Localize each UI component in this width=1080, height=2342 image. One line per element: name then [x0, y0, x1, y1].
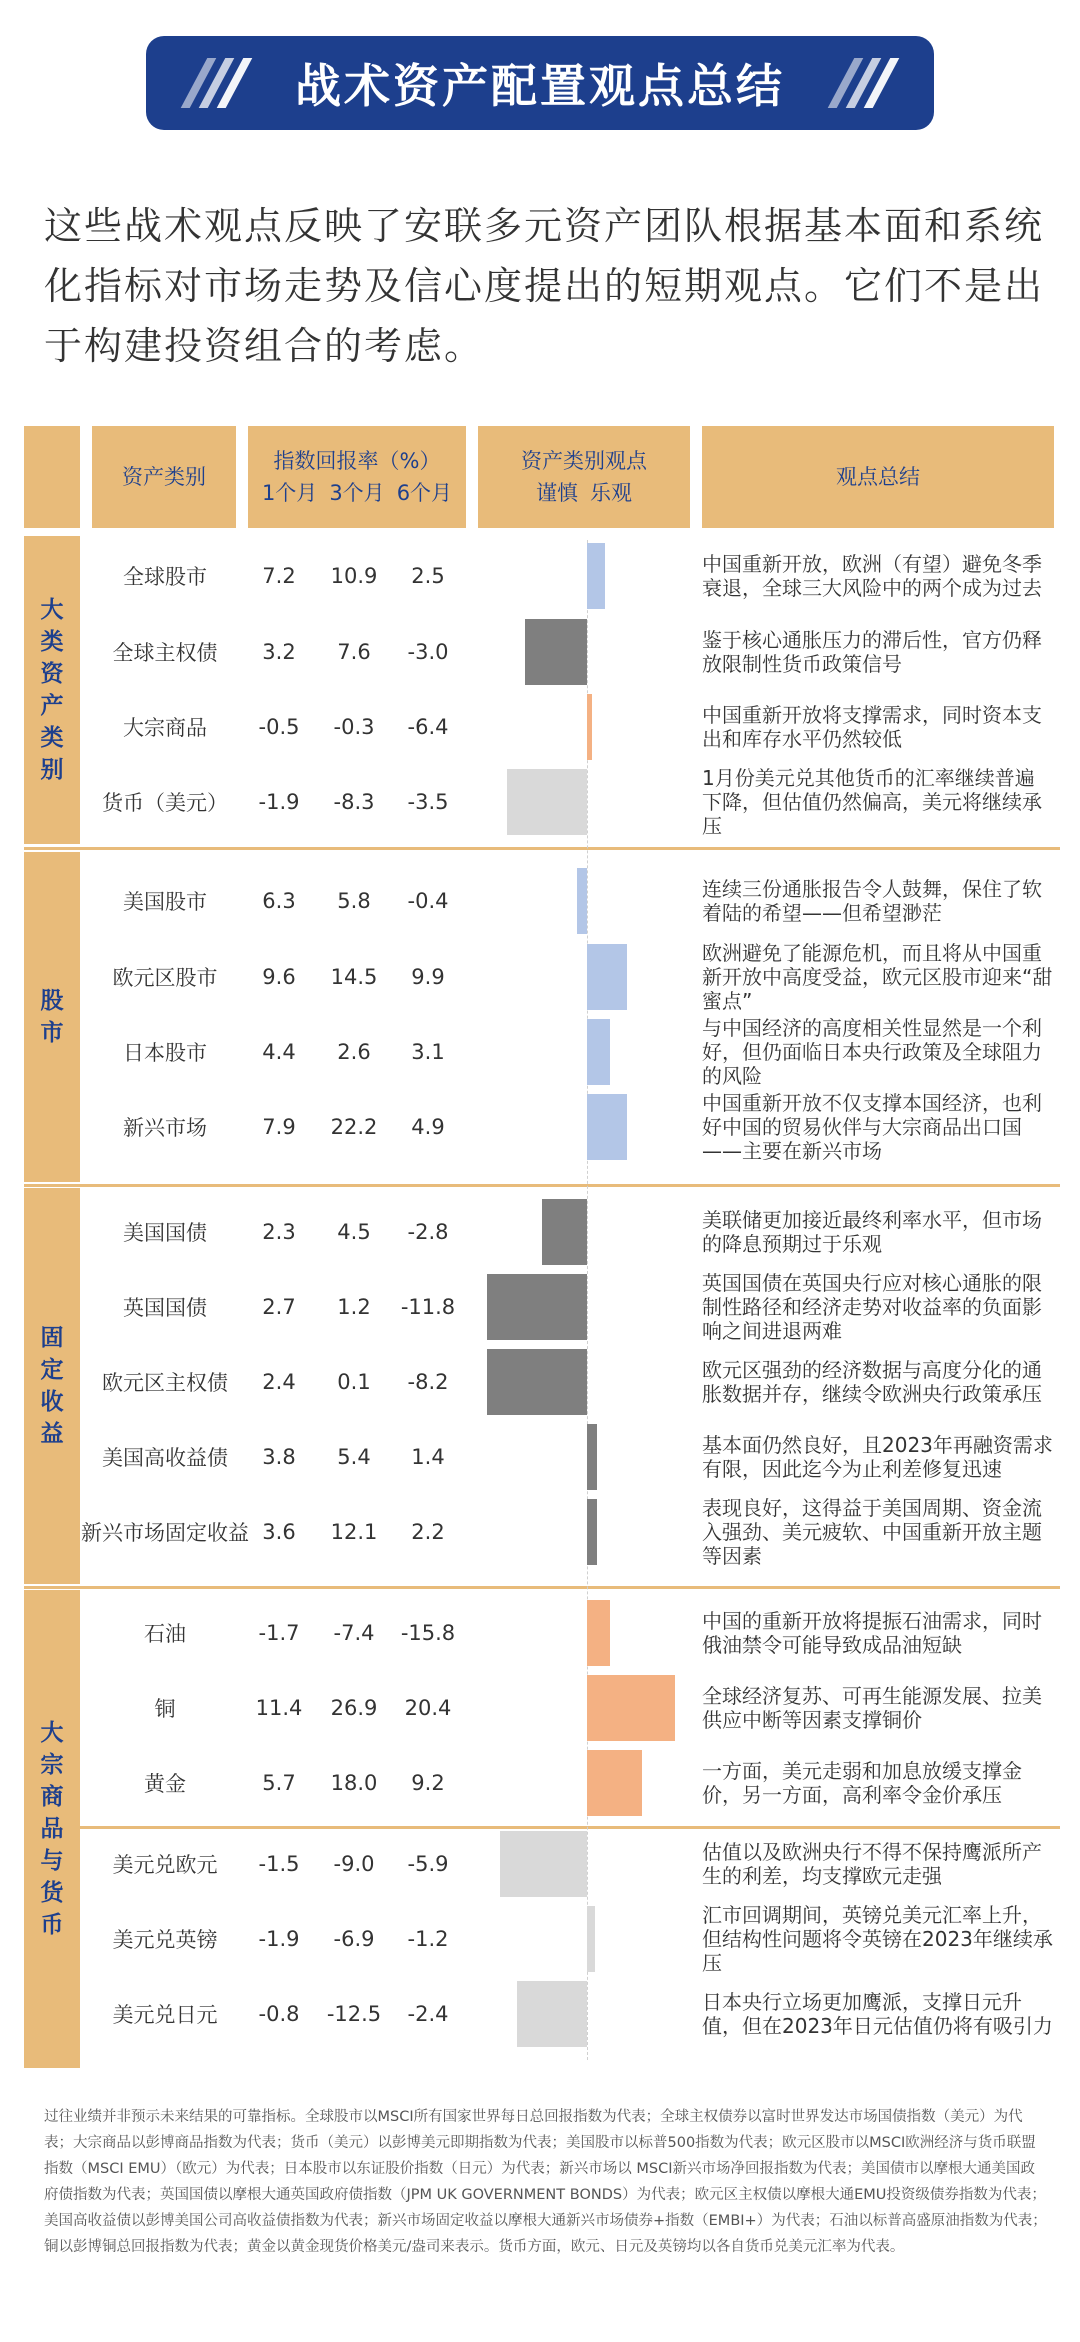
group-label-major-assets	[24, 536, 80, 844]
asset-name: 黄金	[144, 1772, 186, 1796]
asset-name: 日本股市	[123, 1041, 207, 1065]
return-1m: -1.9	[258, 790, 300, 814]
group-separator	[24, 1586, 1060, 1589]
header-3m: 3个月	[329, 481, 385, 505]
view-summary: 中国重新开放，欧洲（有望）避免冬季衰退，全球三大风险中的两个成为过去	[702, 552, 1042, 600]
view-summary: 鉴于核心通胀压力的滞后性，官方仍释放限制性货币政策信号	[702, 628, 1042, 676]
return-3m: 26.9	[330, 1696, 378, 1720]
view-summary: 基本面仍然良好，且2023年再融资需求有限，因此迄今为止利差修复迅速	[702, 1433, 1053, 1481]
group-label-text: 大 宗 商 品 与 货 币	[40, 1720, 64, 1938]
view-summary: 估值以及欧洲央行不得不保持鹰派所产生的利差，均支撑欧元走强	[702, 1840, 1042, 1888]
view-bar	[587, 1019, 610, 1085]
return-6m: 2.2	[411, 1520, 445, 1544]
return-3m: 10.9	[330, 564, 378, 588]
view-bar	[500, 1831, 588, 1897]
return-3m: -8.3	[333, 790, 375, 814]
asset-name: 新兴市场	[123, 1116, 207, 1140]
return-3m: 7.6	[337, 640, 371, 664]
asset-name: 美元兑英镑	[112, 1928, 218, 1952]
header-cautious: 谨慎	[536, 481, 578, 505]
view-bar	[487, 1274, 587, 1340]
asset-name: 美元兑欧元	[112, 1853, 218, 1877]
page-title: 战术资产配置观点总结	[295, 59, 785, 113]
return-3m: 0.1	[337, 1370, 371, 1394]
group-separator	[24, 1184, 1060, 1187]
header-spacer	[24, 426, 80, 528]
return-6m: -1.2	[407, 1927, 449, 1951]
group-label-text: 大 类 资 产 类 别	[40, 597, 64, 783]
view-summary: 与中国经济的高度相关性显然是一个利好，但仍面临日本央行政策及全球阻力的风险	[702, 1016, 1042, 1088]
return-1m: 7.9	[262, 1115, 296, 1139]
group-label-commodities-fx	[24, 1590, 80, 2068]
return-3m: -0.3	[333, 715, 375, 739]
view-bar	[542, 1199, 587, 1265]
view-bar	[587, 1675, 675, 1741]
asset-name: 全球股市	[123, 565, 207, 589]
view-summary: 中国重新开放不仅支撑本国经济，也利好中国的贸易伙伴与大宗商品出口国——主要在新兴市场	[702, 1091, 1042, 1163]
return-1m: 2.7	[262, 1295, 296, 1319]
asset-name: 美国高收益债	[102, 1446, 228, 1470]
return-3m: 18.0	[330, 1771, 378, 1795]
view-bar	[587, 944, 627, 1010]
intro-paragraph: 这些战术观点反映了安联多元资产团队根据基本面和系统化指标对市场走势及信心度提出的短期观点。它们不是出于构建投资组合的考虑。	[44, 204, 1045, 368]
view-bar	[487, 1349, 587, 1415]
header-summary	[702, 426, 1054, 528]
return-1m: -0.5	[258, 715, 300, 739]
return-6m: -11.8	[400, 1295, 456, 1319]
return-3m: 1.2	[337, 1295, 371, 1319]
asset-name: 美元兑日元	[112, 2003, 218, 2027]
header-view-title: 资产类别观点	[521, 449, 647, 473]
return-1m: -0.8	[258, 2002, 300, 2026]
asset-name: 石油	[144, 1622, 186, 1646]
return-6m: 2.5	[411, 564, 445, 588]
return-1m: 3.8	[262, 1445, 296, 1469]
header-6m: 6个月	[396, 481, 453, 505]
return-1m: 6.3	[262, 889, 296, 913]
return-6m: -2.8	[407, 1220, 449, 1244]
group-label-fixed-income	[24, 1188, 80, 1584]
view-bar	[517, 1981, 587, 2047]
slashes-decoration-left-icon	[194, 58, 239, 108]
return-3m: 12.1	[330, 1520, 378, 1544]
return-1m: 5.7	[262, 1771, 296, 1795]
view-summary: 1月份美元兑其他货币的汇率继续普遍下降，但估值仍然偏高，美元将继续承压	[702, 766, 1042, 838]
return-1m: 2.3	[262, 1220, 296, 1244]
group-label-text: 固 定 收 益	[40, 1325, 64, 1447]
return-1m: -1.7	[258, 1621, 300, 1645]
asset-name: 美国国债	[123, 1221, 207, 1245]
view-bar	[587, 543, 605, 609]
view-bar	[507, 769, 587, 835]
return-6m: -3.0	[407, 640, 449, 664]
return-6m: 9.9	[411, 965, 445, 989]
group-label-equities	[24, 852, 80, 1182]
asset-name: 美国股市	[123, 890, 207, 914]
view-bar	[525, 619, 588, 685]
asset-name: 欧元区主权债	[102, 1371, 228, 1395]
return-3m: 5.4	[337, 1445, 371, 1469]
header-asset-class	[92, 426, 236, 528]
return-3m: -9.0	[333, 1852, 375, 1876]
return-6m: -15.8	[400, 1621, 456, 1645]
asset-name: 欧元区股市	[112, 966, 218, 990]
return-6m: -6.4	[407, 715, 449, 739]
header-asset-class-label: 资产类别	[122, 465, 206, 489]
return-1m: 9.6	[262, 965, 296, 989]
view-summary: 中国重新开放将支撑需求，同时资本支出和库存水平仍然较低	[702, 703, 1042, 751]
header-optimistic: 乐观	[590, 481, 632, 505]
return-6m: 20.4	[404, 1696, 452, 1720]
title-banner	[146, 36, 934, 130]
view-summary: 连续三份通胀报告令人鼓舞，保住了软着陆的希望——但希望渺茫	[702, 877, 1042, 925]
return-6m: -0.4	[407, 889, 449, 913]
return-3m: -6.9	[333, 1927, 375, 1951]
group-label-text: 股 市	[40, 988, 64, 1046]
view-summary: 英国国债在英国央行应对核心通胀的限制性路径和经济走势对收益率的负面影响之间进退两难	[702, 1271, 1042, 1343]
group-separator	[24, 847, 1060, 850]
return-6m: 3.1	[411, 1040, 445, 1064]
view-bar	[587, 1424, 597, 1490]
view-summary: 欧元区强劲的经济数据与高度分化的通胀数据并存，继续令欧洲央行政策承压	[702, 1358, 1042, 1406]
return-1m: 7.2	[262, 564, 296, 588]
return-1m: 2.4	[262, 1370, 296, 1394]
view-summary: 欧洲避免了能源危机，而且将从中国重新开放中高度受益，欧元区股市迎来“甜蜜点”	[702, 941, 1053, 1013]
return-3m: -12.5	[326, 2002, 382, 2026]
view-bar	[587, 694, 592, 760]
return-6m: -3.5	[407, 790, 449, 814]
slashes-decoration-right-icon	[841, 58, 886, 108]
view-bar	[587, 1750, 642, 1816]
view-summary: 美联储更加接近最终利率水平，但市场的降息预期过于乐观	[702, 1208, 1042, 1256]
asset-name: 全球主权债	[112, 641, 218, 665]
view-summary: 汇市回调期间，英镑兑美元汇率上升，但结构性问题将令英镑在2023年继续承压	[702, 1903, 1053, 1975]
view-bar	[587, 1094, 627, 1160]
asset-name: 新兴市场固定收益	[81, 1521, 249, 1545]
footnote: 过往业绩并非预示未来结果的可靠指标。全球股市以MSCI所有国家世界每日总回报指数为代表；全球主权债券以富时世界发达市场国债指数（美元）为代表；大宗商品以彭博商品指数为代表；货币（美元）以彭博美元即期指数为代表；美国股市以标普500指数为代表；欧元区股市以MSCI欧洲经济与货币联盟指数（MSCI EMU）（欧元）为代表；日本股市以东证股价指数（日元）为代表；新兴市场以 MSCI新兴市场净回报指数为代表；美国债市以摩根大通美国政府债指数为代表；英国国债以摩根大通英国政府债指数（JPM UK GOVERNMENT BONDS）为代表；欧元区主权债以摩根大通EMU投资级债券指数为代表；美国高收益债以彭博美国公司高收益债指数为代表；新兴市场固定收益以摩根大通新兴市场债券+指数（EMBI+）为代表；石油以标普高盛原油指数为代表；铜以彭博铜总回报指数为代表；黄金以黄金现货价格美元/盎司来表示。货币方面，欧元、日元及英镑均以各自货币兑美元汇率为代表。	[44, 2109, 1047, 2255]
return-1m: 3.6	[262, 1520, 296, 1544]
return-3m: -7.4	[333, 1621, 375, 1645]
return-3m: 14.5	[330, 965, 378, 989]
view-axis-zero-line	[587, 540, 588, 2060]
return-1m: -1.9	[258, 1927, 300, 1951]
asset-name: 英国国债	[123, 1296, 207, 1320]
header-returns-title: 指数回报率（%）	[273, 449, 441, 473]
header-1m: 1个月	[261, 481, 318, 505]
view-bar	[577, 868, 587, 934]
return-6m: -8.2	[407, 1370, 449, 1394]
header-view	[478, 426, 690, 528]
view-summary: 日本央行立场更加鹰派，支撑日元升值，但在2023年日元估值仍将有吸引力	[702, 1990, 1053, 2038]
return-3m: 2.6	[337, 1040, 371, 1064]
return-6m: -2.4	[407, 2002, 449, 2026]
return-6m: 1.4	[411, 1445, 445, 1469]
header-summary-label: 观点总结	[836, 465, 920, 489]
return-6m: -5.9	[407, 1852, 449, 1876]
header-returns	[248, 426, 466, 528]
view-summary: 一方面，美元走弱和加息放缓支撑金价，另一方面，高利率令金价承压	[702, 1759, 1022, 1807]
return-6m: 9.2	[411, 1771, 445, 1795]
return-3m: 5.8	[337, 889, 371, 913]
return-6m: 4.9	[411, 1115, 445, 1139]
view-bar	[587, 1906, 595, 1972]
return-1m: 3.2	[262, 640, 296, 664]
return-1m: 11.4	[255, 1696, 303, 1720]
asset-name: 大宗商品	[123, 716, 207, 740]
view-summary: 表现良好，这得益于美国周期、资金流入强劲、美元疲软、中国重新开放主题等因素	[702, 1496, 1042, 1568]
view-summary: 全球经济复苏、可再生能源发展、拉美供应中断等因素支撑铜价	[702, 1684, 1042, 1732]
asset-name: 铜	[154, 1697, 176, 1721]
view-bar	[587, 1499, 597, 1565]
return-1m: 4.4	[262, 1040, 296, 1064]
view-summary: 中国的重新开放将提振石油需求，同时俄油禁令可能导致成品油短缺	[702, 1609, 1042, 1657]
view-bar	[587, 1600, 610, 1666]
asset-name: 货币（美元）	[102, 791, 228, 815]
return-3m: 4.5	[337, 1220, 371, 1244]
return-1m: -1.5	[258, 1852, 300, 1876]
return-3m: 22.2	[330, 1115, 378, 1139]
